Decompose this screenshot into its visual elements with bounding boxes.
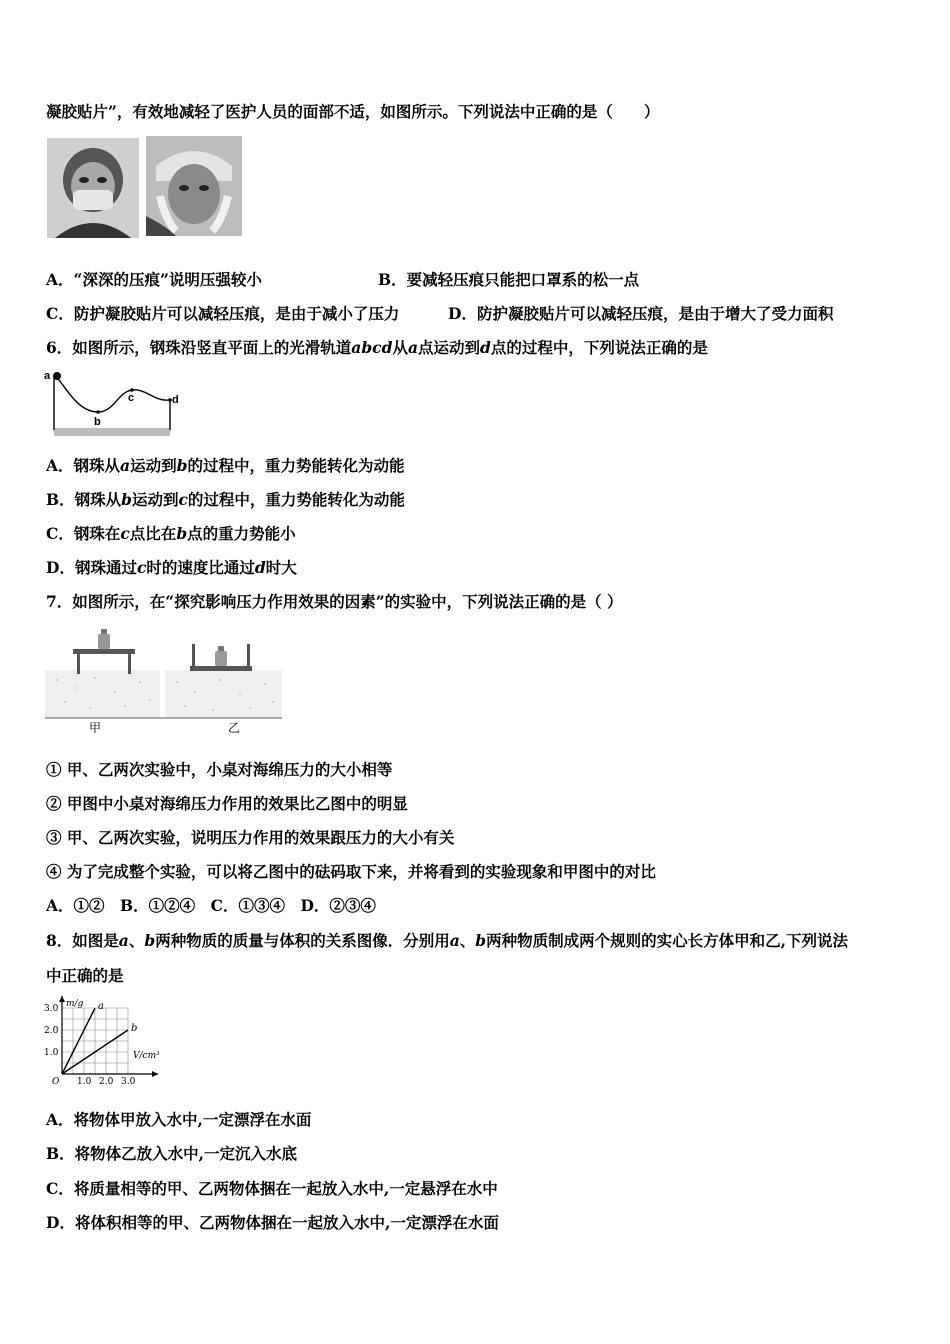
x-tick-label: 1.0 [77, 1077, 92, 1087]
y-axis-label: m/g [66, 999, 84, 1009]
track-curve [56, 376, 170, 412]
table-leg-yi-right [247, 644, 250, 666]
q8-stem-part: 、 [459, 931, 476, 950]
q6-opt-var: a [120, 456, 131, 475]
q6-point-a: a [407, 338, 419, 357]
q6-opt-var: b [176, 524, 188, 543]
track-point-b [96, 410, 100, 414]
table-leg-yi-left [192, 644, 195, 666]
q6-opt-var: c [136, 558, 147, 577]
q6-opt-text: 时的速度比通过 [146, 558, 255, 577]
q7-statement-3: ③ 甲、乙两次实验，说明压力作用的效果跟压力的大小有关 [46, 828, 455, 847]
track-ground [54, 428, 170, 436]
sponge-yi [165, 670, 282, 718]
q6-stem-part: 点运动到 [418, 338, 481, 357]
table-leg-jia-right [128, 654, 131, 674]
q6-point-d: d [480, 338, 491, 357]
q6-stem-part: 6．如图所示，钢珠沿竖直平面上的光滑轨道 [46, 338, 352, 357]
q5-stem-tail: 凝胶贴片”，有效地减轻了医护人员的面部不适，如图所示。下列说法中正确的是（ ） [46, 102, 660, 121]
sponge-jia [45, 670, 160, 718]
q6-option-d[interactable] [46, 558, 297, 578]
q6-opt-text: B．钢珠从 [46, 490, 122, 509]
q6-option-a[interactable] [46, 456, 404, 476]
q6-opt-text: 运动到 [130, 456, 177, 475]
q6-opt-var: b [121, 490, 132, 509]
q7-statement-1: ① 甲、乙两次实验中，小桌对海绵压力的大小相等 [46, 760, 393, 779]
q6-stem [46, 338, 708, 358]
q8-stem-line2: 中正确的是 [46, 966, 124, 985]
series-label-a: a [98, 1001, 104, 1012]
series-label-b: b [131, 1023, 138, 1034]
q6-stem-part: 点的过程中，下列说法正确的是 [490, 338, 708, 357]
weight-yi-knob [218, 646, 224, 651]
q6-opt-text: 点的重力势能小 [187, 524, 296, 543]
q5-option-a[interactable]: A．“深深的压痕”说明压强较小 [46, 270, 262, 289]
q6-opt-var: d [254, 558, 266, 577]
q8-stem-part: 两种物质制成两个规则的实心长方体甲和乙,下列说法 [486, 931, 849, 950]
q8-stem-part: 两种物质的质量与体积的关系图像．分别用 [155, 931, 450, 950]
q6-option-c[interactable] [46, 524, 296, 544]
q6-track-name: abcd [351, 338, 393, 357]
q8-stem-part: 、 [128, 931, 145, 950]
q8-var-b: b [475, 931, 487, 950]
photo-face-marks [146, 136, 242, 236]
q8-stem-part: 8．如图是 [46, 931, 119, 950]
q7-statement-2: ② 甲图中小桌对海绵压力作用的效果比乙图中的明显 [46, 794, 408, 813]
q6-opt-var: b [176, 456, 188, 475]
q6-opt-text: 时大 [265, 558, 297, 577]
weight-jia-knob [101, 629, 107, 634]
q6-opt-var: c [120, 524, 130, 543]
origin-label: O [52, 1077, 60, 1087]
q8-option-c[interactable]: C．将质量相等的甲、乙两物体捆在一起放入水中,一定悬浮在水中 [46, 1179, 498, 1198]
q5-option-c[interactable]: C．防护凝胶贴片可以减轻压痕，是由于减小了压力 [46, 304, 400, 323]
weight-yi [215, 651, 227, 666]
q5-options-row1 [46, 270, 906, 290]
q8-option-a[interactable]: A．将物体甲放入水中,一定漂浮在水面 [46, 1110, 312, 1129]
track-label-c: c [128, 392, 135, 404]
q6-opt-var: c [178, 490, 188, 509]
q8-var-a: a [118, 931, 129, 950]
x-tick-label: 2.0 [99, 1077, 114, 1087]
q8-var-b: b [144, 931, 156, 950]
y-tick-label: 1.0 [44, 1048, 59, 1058]
q7-choices[interactable]: A．①② B．①②④ C．①③④ D．②③④ [46, 896, 376, 915]
x-tick-label: 3.0 [121, 1077, 136, 1087]
q6-opt-text: C．钢珠在 [46, 524, 121, 543]
track-label-d: d [172, 394, 179, 406]
q6-opt-text: 运动到 [131, 490, 179, 509]
q7-sponge-figure [45, 622, 285, 734]
x-axis-label: V/cm³ [133, 1051, 160, 1061]
q6-track-figure [42, 368, 192, 440]
table-leg-jia-left [77, 654, 80, 674]
y-axis-arrow [59, 996, 65, 1002]
q8-stem-line1 [46, 931, 848, 951]
photo-mask-face [47, 138, 139, 238]
track-label-b: b [94, 416, 101, 428]
q6-opt-text: 点比在 [129, 524, 177, 543]
steel-ball [53, 372, 61, 380]
label-yi: 乙 [228, 721, 241, 735]
q6-option-b[interactable] [46, 490, 405, 510]
q7-stem: 7．如图所示，在“探究影响压力作用效果的因素”的实验中，下列说法正确的是（ ） [46, 592, 623, 611]
track-label-a: a [44, 370, 51, 382]
table-top-jia [73, 649, 135, 654]
q6-opt-text: 的过程中，重力势能转化为动能 [187, 490, 405, 509]
q5-option-d[interactable]: D．防护凝胶贴片可以减轻压痕，是由于增大了受力面积 [448, 304, 834, 323]
q8-option-d[interactable]: D．将体积相等的甲、乙两物体捆在一起放入水中,一定漂浮在水面 [46, 1213, 499, 1232]
q8-option-b[interactable]: B．将物体乙放入水中,一定沉入水底 [46, 1144, 297, 1163]
q6-opt-text: 的过程中，重力势能转化为动能 [187, 456, 405, 475]
q7-statement-4: ④ 为了完成整个实验，可以将乙图中的砝码取下来，并将看到的实验现象和甲图中的对比 [46, 862, 656, 881]
x-axis-arrow [152, 1071, 158, 1077]
q6-opt-text: A．钢珠从 [46, 456, 121, 475]
q8-var-a: a [449, 931, 460, 950]
q6-opt-text: D．钢珠通过 [46, 558, 137, 577]
y-tick-label: 3.0 [44, 1004, 59, 1014]
label-jia: 甲 [89, 721, 102, 735]
y-tick-label: 2.0 [44, 1026, 59, 1036]
weight-jia [98, 634, 110, 649]
q5-option-b[interactable]: B．要减轻压痕只能把口罩系的松一点 [378, 270, 640, 289]
mass-volume-chart [44, 996, 169, 1088]
table-top-yi [190, 666, 252, 671]
q5-options-row2 [46, 304, 906, 324]
q6-stem-part: 从 [392, 338, 408, 357]
